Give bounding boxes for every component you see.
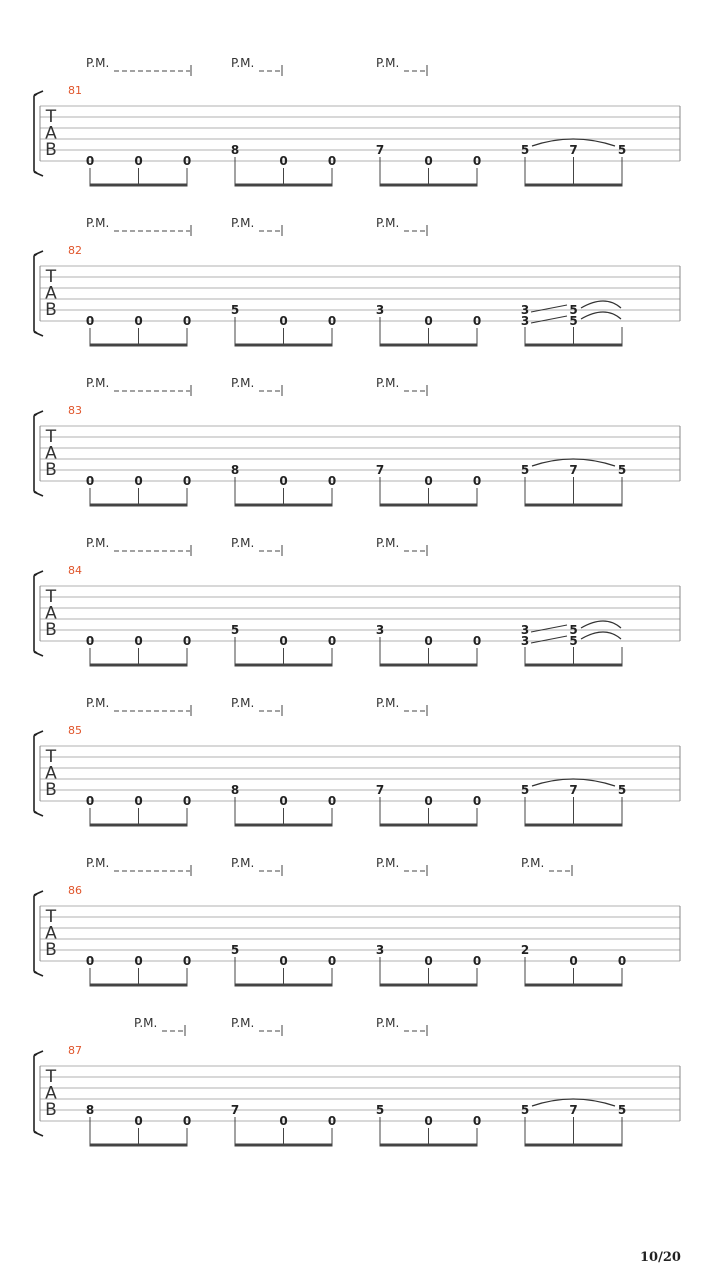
palm-mute-marking [376, 536, 427, 556]
fret-number: 0 [327, 154, 337, 168]
fret-number: 0 [424, 634, 433, 648]
fret-number: 0 [279, 954, 288, 968]
tab-clef-letter: T [45, 907, 57, 927]
fret-number: 0 [182, 954, 192, 968]
fret-number: 7 [375, 143, 385, 157]
palm-mute-label: P.M. [86, 216, 110, 230]
fret-number: 5 [569, 634, 578, 648]
fret-number: 0 [327, 634, 337, 648]
tab-system [34, 56, 680, 185]
fret-number: 7 [375, 463, 385, 477]
beat-group [86, 794, 191, 825]
fret-number: 0 [424, 954, 433, 968]
fret-number: 7 [569, 1103, 578, 1117]
palm-mute-marking [376, 696, 427, 716]
palm-mute-marking [376, 216, 427, 236]
fret-number: 7 [569, 143, 578, 157]
tab-clef-letter: B [45, 780, 57, 800]
bracket-hook-top [34, 571, 43, 575]
fret-number: 0 [424, 1114, 433, 1128]
fret-number: 0 [85, 314, 95, 328]
measure-number: 82 [68, 244, 82, 257]
fret-number: 0 [424, 154, 433, 168]
system-bracket [34, 414, 37, 493]
measure-number: 87 [68, 1044, 82, 1057]
beat-group [521, 783, 626, 825]
slide-line [531, 636, 567, 643]
fret-number: 0 [85, 634, 95, 648]
fret-number: 5 [569, 303, 578, 317]
fret-number: 5 [520, 1103, 530, 1117]
tab-system [34, 376, 680, 505]
bracket-hook-bottom [34, 1132, 43, 1136]
palm-mute-marking [376, 1016, 427, 1036]
beat-group [231, 943, 336, 985]
fret-number: 3 [520, 634, 530, 648]
tab-clef-letter: T [45, 427, 57, 447]
palm-mute-marking [376, 376, 427, 396]
tab-clef-letter: A [45, 283, 57, 304]
fret-number: 5 [520, 143, 530, 157]
fret-number: 5 [617, 1103, 627, 1117]
fret-number: 0 [182, 474, 192, 488]
measure-number: 85 [68, 724, 82, 737]
palm-mute-marking [231, 376, 282, 396]
palm-mute-marking [231, 216, 282, 236]
fret-number: 0 [327, 794, 337, 808]
beat-group [86, 154, 191, 185]
palm-mute-label: P.M. [376, 216, 400, 230]
palm-mute-label: P.M. [376, 696, 400, 710]
bracket-hook-top [34, 251, 43, 255]
fret-number: 0 [279, 1114, 288, 1128]
palm-mute-marking [86, 856, 191, 876]
fret-number: 0 [472, 794, 482, 808]
tab-clef-letter: B [45, 140, 57, 160]
system-bracket [34, 1054, 37, 1133]
tab-clef-letter: B [45, 300, 57, 320]
palm-mute-label: P.M. [376, 56, 400, 70]
tab-clef-letter: T [45, 267, 57, 287]
beat-group [231, 623, 336, 665]
fret-number: 0 [85, 154, 95, 168]
fret-number: 5 [617, 143, 627, 157]
tab-clef-letter: A [45, 763, 57, 784]
beat-group [376, 623, 481, 665]
fret-number: 3 [375, 623, 385, 637]
fret-number: 2 [520, 943, 530, 957]
fret-number: 5 [230, 623, 240, 637]
fret-number: 0 [279, 154, 288, 168]
fret-number: 3 [520, 314, 530, 328]
beat-group [376, 783, 481, 825]
fret-number: 0 [134, 314, 143, 328]
palm-mute-label: P.M. [86, 696, 110, 710]
fret-number: 0 [472, 1114, 482, 1128]
palm-mute-label: P.M. [376, 536, 400, 550]
beat-group [521, 943, 626, 985]
fret-number: 8 [230, 463, 240, 477]
palm-mute-label: P.M. [86, 376, 110, 390]
palm-mute-label: P.M. [376, 376, 400, 390]
beat-group [231, 463, 336, 505]
palm-mute-label: P.M. [376, 856, 400, 870]
beat-group [86, 474, 191, 505]
fret-number: 0 [424, 314, 433, 328]
fret-number: 3 [520, 623, 530, 637]
palm-mute-marking [86, 216, 191, 236]
tie-arc [581, 301, 621, 308]
measure-number: 81 [68, 84, 82, 97]
palm-mute-label: P.M. [86, 856, 110, 870]
fret-number: 0 [279, 794, 288, 808]
fret-number: 0 [134, 794, 143, 808]
tab-system [34, 1016, 680, 1145]
bracket-hook-bottom [34, 492, 43, 496]
fret-number: 8 [230, 143, 240, 157]
fret-number: 0 [182, 794, 192, 808]
tab-system [34, 536, 680, 665]
palm-mute-marking [231, 56, 282, 76]
tab-system [34, 856, 680, 985]
palm-mute-label: P.M. [231, 56, 255, 70]
fret-number: 0 [134, 634, 143, 648]
bracket-hook-bottom [34, 332, 43, 336]
tab-clef-letter: B [45, 940, 57, 960]
tie-arc [581, 621, 621, 628]
fret-number: 0 [279, 474, 288, 488]
tab-clef-letter: A [45, 603, 57, 624]
palm-mute-marking [231, 1016, 282, 1036]
beat-group [86, 314, 191, 345]
fret-number: 0 [85, 954, 95, 968]
bracket-hook-top [34, 1051, 43, 1055]
tab-clef-letter: A [45, 123, 57, 144]
fret-number: 0 [134, 954, 143, 968]
beat-group [86, 634, 191, 665]
fret-number: 3 [375, 303, 385, 317]
fret-number: 0 [85, 794, 95, 808]
palm-mute-marking [521, 856, 572, 876]
tab-clef-letter: B [45, 620, 57, 640]
fret-number: 0 [182, 1114, 192, 1128]
fret-number: 5 [375, 1103, 385, 1117]
palm-mute-label: P.M. [376, 1016, 400, 1030]
tab-system [34, 216, 680, 345]
bracket-hook-top [34, 891, 43, 895]
beat-group [521, 623, 623, 665]
fret-number: 5 [230, 303, 240, 317]
beat-group [376, 303, 481, 345]
fret-number: 0 [85, 474, 95, 488]
tab-clef-letter: T [45, 1067, 57, 1087]
fret-number: 3 [375, 943, 385, 957]
bracket-hook-top [34, 411, 43, 415]
tab-clef-letter: A [45, 923, 57, 944]
tab-clef-letter: B [45, 460, 57, 480]
beat-group [231, 783, 336, 825]
fret-number: 8 [230, 783, 240, 797]
palm-mute-marking [86, 696, 191, 716]
fret-number: 0 [424, 474, 433, 488]
system-bracket [34, 894, 37, 973]
page-number: 10/20 [640, 1250, 681, 1265]
beat-group [521, 303, 623, 345]
palm-mute-label: P.M. [521, 856, 545, 870]
slide-line [531, 305, 567, 312]
bracket-hook-top [34, 91, 43, 95]
fret-number: 0 [182, 634, 192, 648]
slide-line [531, 625, 567, 632]
fret-number: 0 [617, 954, 627, 968]
palm-mute-marking [231, 696, 282, 716]
fret-number: 5 [617, 783, 627, 797]
palm-mute-label: P.M. [86, 56, 110, 70]
tab-clef-letter: A [45, 443, 57, 464]
beat-group [376, 143, 481, 185]
fret-number: 0 [327, 314, 337, 328]
fret-number: 0 [182, 154, 192, 168]
tab-clef-letter: B [45, 1100, 57, 1120]
beat-group [86, 1103, 191, 1145]
fret-number: 0 [472, 954, 482, 968]
tie-arc [581, 312, 621, 319]
beat-group [376, 943, 481, 985]
palm-mute-marking [134, 1016, 185, 1036]
beat-group [521, 1103, 626, 1145]
palm-mute-label: P.M. [231, 856, 255, 870]
palm-mute-marking [86, 376, 191, 396]
beat-group [521, 463, 626, 505]
tab-clef-letter: T [45, 587, 57, 607]
fret-number: 5 [520, 783, 530, 797]
fret-number: 0 [424, 794, 433, 808]
palm-mute-marking [376, 56, 427, 76]
palm-mute-label: P.M. [231, 696, 255, 710]
palm-mute-label: P.M. [231, 1016, 255, 1030]
system-bracket [34, 734, 37, 813]
measure-number: 83 [68, 404, 82, 417]
fret-number: 7 [569, 463, 578, 477]
palm-mute-label: P.M. [86, 536, 110, 550]
palm-mute-marking [231, 856, 282, 876]
beat-group [376, 1103, 481, 1145]
fret-number: 5 [230, 943, 240, 957]
system-bracket [34, 94, 37, 173]
fret-number: 5 [569, 623, 578, 637]
fret-number: 0 [279, 314, 288, 328]
fret-number: 5 [520, 463, 530, 477]
fret-number: 0 [279, 634, 288, 648]
palm-mute-label: P.M. [231, 536, 255, 550]
palm-mute-label: P.M. [231, 216, 255, 230]
tie-arc [581, 632, 621, 639]
beat-group [86, 954, 191, 985]
fret-number: 5 [617, 463, 627, 477]
fret-number: 0 [327, 474, 337, 488]
bracket-hook-bottom [34, 172, 43, 176]
beat-group [231, 143, 336, 185]
fret-number: 0 [472, 474, 482, 488]
palm-mute-marking [86, 56, 191, 76]
bracket-hook-bottom [34, 652, 43, 656]
fret-number: 0 [182, 314, 192, 328]
beat-group [376, 463, 481, 505]
tab-system [34, 696, 680, 825]
system-bracket [34, 254, 37, 333]
tab-clef-letter: A [45, 1083, 57, 1104]
fret-number: 7 [569, 783, 578, 797]
fret-number: 7 [230, 1103, 240, 1117]
measure-number: 84 [68, 564, 82, 577]
palm-mute-label: P.M. [231, 376, 255, 390]
fret-number: 0 [134, 474, 143, 488]
fret-number: 8 [85, 1103, 95, 1117]
fret-number: 0 [134, 154, 143, 168]
beat-group [521, 143, 626, 185]
fret-number: 0 [472, 634, 482, 648]
fret-number: 5 [569, 314, 578, 328]
fret-number: 0 [472, 314, 482, 328]
slide-line [531, 316, 567, 323]
tab-clef-letter: T [45, 107, 57, 127]
palm-mute-marking [86, 536, 191, 556]
palm-mute-marking [231, 536, 282, 556]
fret-number: 0 [472, 154, 482, 168]
fret-number: 0 [327, 1114, 337, 1128]
bracket-hook-top [34, 731, 43, 735]
fret-number: 3 [520, 303, 530, 317]
bracket-hook-bottom [34, 972, 43, 976]
beat-group [231, 1103, 336, 1145]
palm-mute-label: P.M. [134, 1016, 158, 1030]
fret-number: 7 [375, 783, 385, 797]
tab-clef-letter: T [45, 747, 57, 767]
beat-group [231, 303, 336, 345]
bracket-hook-bottom [34, 812, 43, 816]
fret-number: 0 [327, 954, 337, 968]
palm-mute-marking [376, 856, 427, 876]
measure-number: 86 [68, 884, 82, 897]
system-bracket [34, 574, 37, 653]
fret-number: 0 [569, 954, 578, 968]
fret-number: 0 [134, 1114, 143, 1128]
